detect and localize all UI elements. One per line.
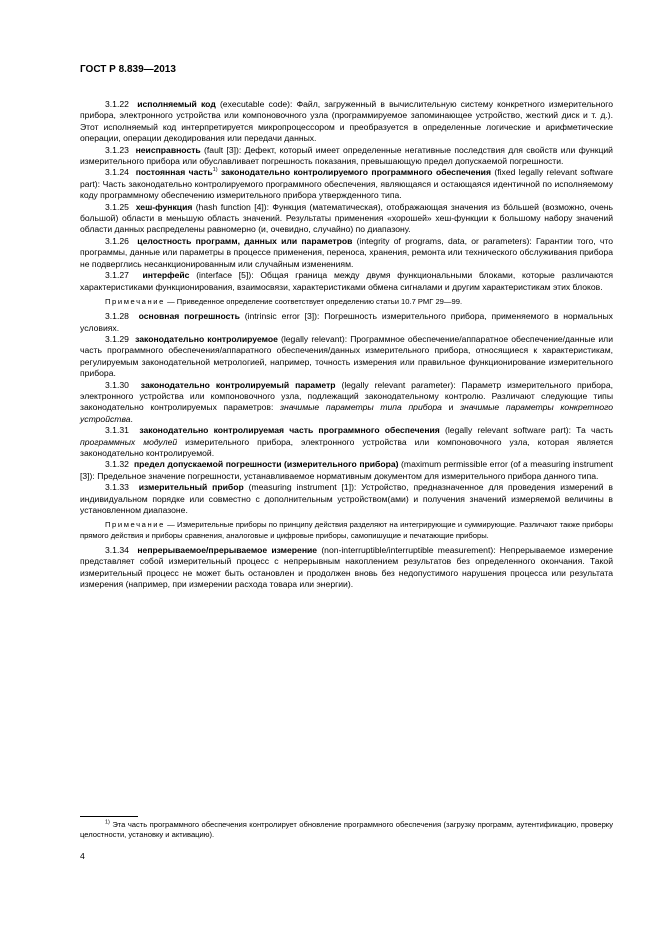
entry-3-1-26: 3.1.26 целостность программ, данных или параметров (integrity of programs, data, or parameters): Гарантии того, что программы, данные или параметры в процессе применения, переноса, хранения, ремонта или технического обслуживания прибора не подверглись несанкционированным или случайным изменениям. [80,235,613,269]
entry-3-1-30: 3.1.30 законодательно контролируемый параметр (legally relevant parameter): Параметр измерительного прибора, электронного устройства или компоновочного узла, подлежащий законодательному контролю. Различают следующие типы законодательно контролируемых параметров: значимые параметры типа прибора и значимые параметры конкретного устройства. [80,379,614,424]
term: непрерываемое/прерываемое измерение [137,544,318,555]
term: законодательно контролируемое [135,333,278,344]
entry-3-1-29: 3.1.29 законодательно контролируемое (legally relevant): Программное обеспечение/аппаратное обеспечение/данные или часть программного обеспечения/аппаратного обеспечения/данных измерительного прибора, относящиеся к характеристикам, регулируемым законодательной метрологией, например, точность измерения или правильное функционирование измерительного прибора. [80,333,613,379]
term: законодательно контролируемый параметр [140,379,336,390]
entry-3-1-28: 3.1.28 основная погрешность (intrinsic error [3]): Погрешность измерительного прибора, применяемого в нормальных условиях. [80,311,613,333]
footnote-divider [80,816,138,817]
entry-3-1-22: 3.1.22 исполняемый код (executable code): Файл, загруженный в вычислительную систему конкретного измерительного прибора, электронного устройства или компоновочного узла (программируемое запоминающее устройство, жесткий диск и т. д.). Этот исполняемый код интерпретируется микропроцессором и преобразуется в определенные логические и арифметические операции, операции декодирования или передачи данных. [80,99,613,144]
document-body [80,99,613,590]
entry-3-1-23: 3.1.23 неисправность (fault [3]): Дефект, который имеет определенные негативные последствия для свойств или функций измерительного прибора или обуславливает погрешность показания, превышающую предел допускаемой погрешности. [80,144,613,167]
footnote-mark: 1) [212,167,218,174]
document-header: ГОСТ Р 8.839—2013 [80,64,176,75]
page-number: 4 [80,851,85,861]
note-2: Примечание — Измерительные приборы по принципу действия разделяют на интегрирующие и суммирующие. Различают также приборы прямого действия и приборы сравнения, аналоговые и цифровые приборы, самопишущие и печатающие приборы. [80,520,613,540]
entry-3-1-32: 3.1.32 предел допускаемой погрешности (измерительного прибора) (maximum permissible error (of a measuring instrument [3]): Предельное значение погрешности, устанавливаемое нормативным документом для измерительного прибора данного типа. [80,459,613,481]
note-1: Примечание — Приведенное определение соответствует определению статьи 10.7 РМГ 29—99. [105,296,463,306]
entry-3-1-33: 3.1.33 измерительный прибор (measuring instrument [1]): Устройство, предназначенное для проведения измерений в индивидуальном порядке или совместно с дополнительным устройством(ами) и получения значений измеряемой величины в установленном диапазоне. [80,482,613,516]
entry-3-1-25: 3.1.25 хеш-функция (hash function [4]): Функция (математическая), отображающая значения из бóльшей (возможно, очень большой) области в меньшую область значений. Результаты применения «хорошей» хеш-функции к большому набору значений области данных распределены равномерно (и, очевидно, случайно) по диапазону. [80,201,613,235]
term: предел допускаемой погрешности (измерительного прибора) [133,459,399,470]
footnote: $^{1)}$ Эта часть программного обеспечения контролирует обновление программного обеспечения (загрузку программ, аутентификацию, проверку целостности, установку и активацию). [80,819,613,840]
term: неисправность [135,144,201,155]
term: законодательно контролируемая часть программного обеспечения [139,425,440,436]
term: хеш-функция [135,201,193,212]
term: постоянная часть [135,167,213,178]
entry-3-1-27: 3.1.27 интерфейс (interface [5]): Общая граница между двумя функциональными блоками, которые различаются характеристиками функционирования, взаимосвязи, характеристиками обмена сигналами и другим характеристикам этих блоков. [80,270,613,292]
entry-3-1-24: 3.1.24 постоянная часть$^{1)}$ законодательно контролируемого программного обеспечения (fixed legally relevant software part): Часть законодательно контролируемого программного обеспечения, являющаяся и остающаяся идентичной по исполняемому коду программному обеспечению измерительного прибора утвержденного типа. [80,167,613,201]
entry-3-1-31: 3.1.31 законодательно контролируемая часть программного обеспечения (legally relevant software part): Та часть программных модулей измерительного прибора, электронного устройства или компоновочного узла, которая является законодательно контролируемой. [80,425,613,458]
term: исполняемый код [137,99,216,109]
term: целостность программ, данных или параметров [137,235,353,246]
entry-3-1-34: 3.1.34 непрерываемое/прерываемое измерение (non-interruptible/interruptible measurement): Непрерываемое измерение представляет собой измерительный процесс с непрерывным накоплением результатов без определенного окончания. Такой измерительный процесс не может быть остановлен и продолжен вновь без недопустимого нарушения процесса или результата измерения (например, при измерении расхода товара или энергии). [80,544,613,590]
term: измерительный прибор [138,482,244,493]
term: интерфейс [142,270,190,281]
term: основная погрешность [138,311,240,322]
